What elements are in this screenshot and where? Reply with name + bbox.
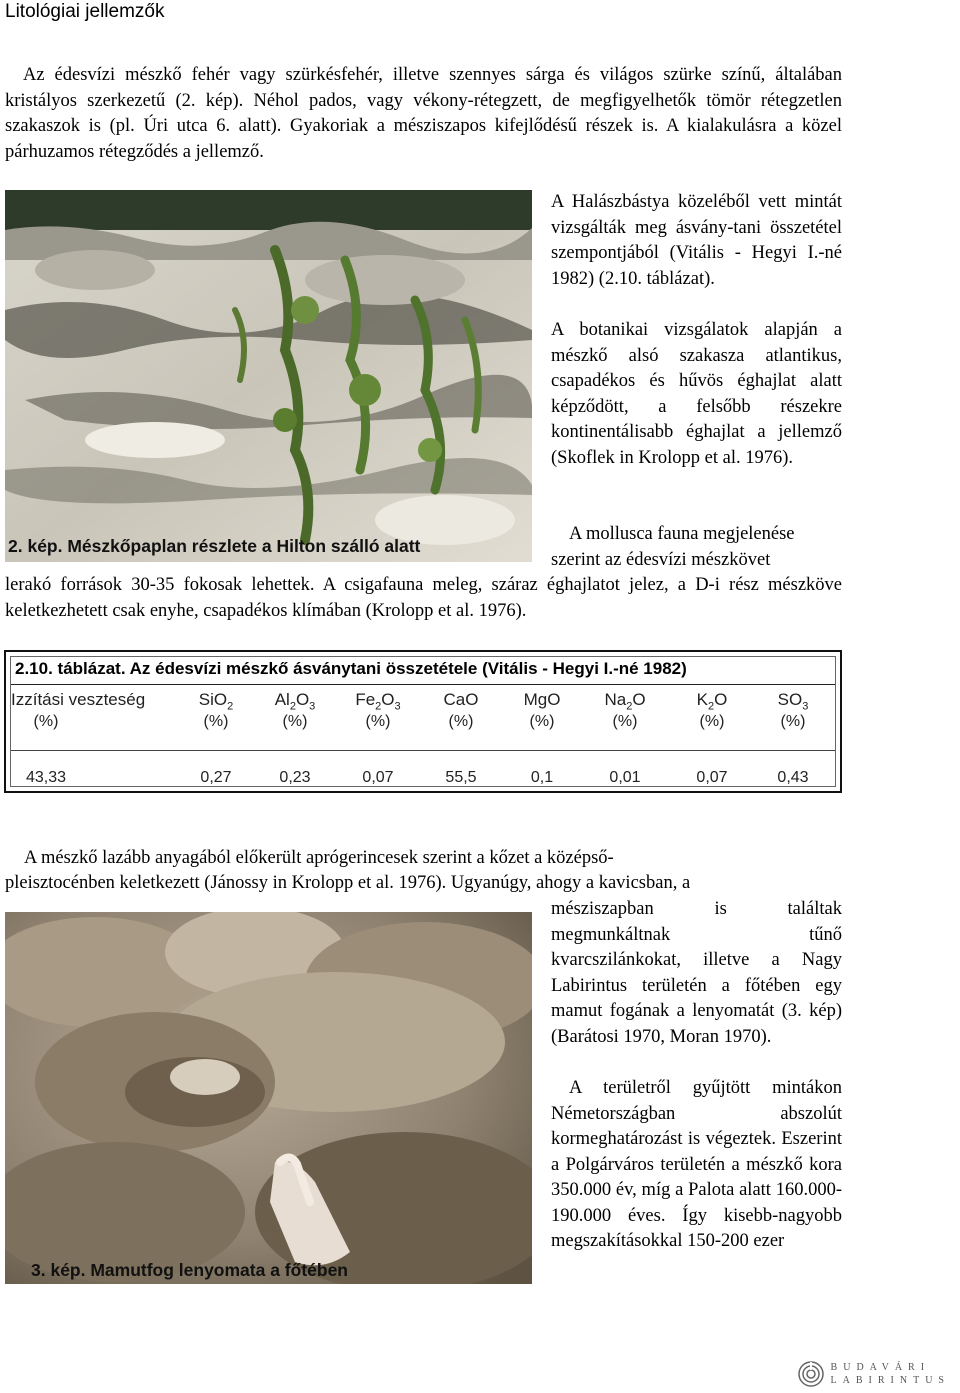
- photo2-caption: 3. kép. Mamutfog lenyomata a főtében: [31, 1260, 348, 1280]
- table-value-cell: 43,33: [25, 769, 67, 786]
- table-header-cell: Izzítási veszteség: [11, 690, 146, 709]
- composition-table: [4, 650, 842, 793]
- table-column: [757, 689, 829, 789]
- table-header-cell: MgO: [523, 690, 561, 709]
- table-column: [585, 689, 665, 789]
- microfauna-line-1: A mészkő lazább anyagából előkerült aprógerincesek szerint a kőzet a középső-: [24, 848, 614, 868]
- limestone-wall-image: [5, 190, 532, 562]
- table-value-cell: 0,1: [530, 769, 554, 786]
- table-column: [505, 689, 579, 789]
- table-value-cell: 0,01: [609, 769, 641, 786]
- table-value-cell: 0,43: [777, 769, 809, 786]
- logo-line-1: BUDAVÁRI: [830, 1362, 931, 1373]
- mollusca-paragraph: lerakó források 30-35 fokosak lehettek. A csigafauna meleg, száraz éghajlatot jelez, a D-i rész mészköve keletkezhetett csak enyhe, csapadékos klímában (Krolopp et al. 1976).: [5, 575, 842, 621]
- labyrinth-icon: [797, 1360, 825, 1388]
- table-header-cell: $K_2O$: [696, 690, 728, 713]
- mollusca-line-1: A mollusca fauna megjelenése: [569, 524, 795, 544]
- microfauna-line-2: pleisztocénben keletkezett (Jánossy in Krolopp et al. 1976). Ugyanúgy, ahogy a kavicsban, a: [5, 873, 691, 893]
- table-unit-cell: (%): [282, 713, 308, 730]
- photo-mammoth-tooth: [5, 912, 532, 1284]
- table-unit-cell: (%): [203, 713, 229, 730]
- photo-limestone-wall: [5, 190, 532, 562]
- page-title: Litológiai jellemzők: [5, 1, 165, 22]
- table-value-cell: 55,5: [445, 769, 477, 786]
- table-header-cell: CaO: [443, 690, 479, 709]
- table-unit-cell: (%): [699, 713, 725, 730]
- microfauna-paragraph: mésziszapban is találtak megmunkáltnak tűnő kvarcszilánkokat, illetve a Nagy Labirintus területén a főtében egy mamut fogának a lenyomatát (3. kép) (Barátosi 1970, Moran 1970).: [551, 899, 842, 1047]
- table-column: [257, 689, 333, 789]
- budavari-labirintus-logo: [797, 1360, 950, 1388]
- table-value-cell: 0,07: [362, 769, 394, 786]
- dating-paragraph: A területről gyűjtött mintákon Németországban abszolút kormeghatározást is végeztek. Eszerint a Polgárváros területén a mészkő kora 350.000 év, míg a Palota alatt 160.000-190.000 éves. Így kisebb-nagyobb megszakításokkal 150-200 ezer: [551, 1078, 842, 1251]
- mammoth-tooth-image: [5, 912, 532, 1284]
- table-value-cell: 0,27: [200, 769, 232, 786]
- logo-line-2: LABIRINTUS: [830, 1375, 950, 1386]
- table-header-cell: $Na_2O$: [604, 690, 646, 713]
- table-unit-cell: (%): [612, 713, 638, 730]
- table-unit-cell: (%): [529, 713, 555, 730]
- table-header-cell: $SO_3$: [777, 690, 809, 713]
- table-unit-cell: (%): [33, 713, 59, 730]
- photo1-caption: 2. kép. Mészkőpaplan részlete a Hilton szálló alatt: [8, 536, 421, 556]
- table-value-cell: 0,07: [696, 769, 728, 786]
- sample-paragraph: A Halászbástya közeléből vett mintát vizsgálták meg ásvány-tani összetétel szempontjából (Vitális - Hegyi I.-né 1982) (2.10. táblázat).: [551, 192, 842, 289]
- table-unit-cell: (%): [365, 713, 391, 730]
- mollusca-line-2: szerint az édesvízi mészkövet: [551, 550, 771, 570]
- table-header-cell: $Fe_2O_3$: [355, 690, 401, 713]
- table-value-cell: 0,23: [279, 769, 311, 786]
- botanical-paragraph: A botanikai vizsgálatok alapján a mészkő alsó szakasza atlantikus, csapadékos és hűvös éghajlat alatt képződött, a felsőbb részekre kontinentálisabb éghajlat a jellemző (Skoflek in Krolopp et al. 1976).: [551, 320, 842, 468]
- intro-paragraph: Az édesvízi mészkő fehér vagy szürkésfehér, illetve szennyes sárga és világos szürke színű, általában kristályos szerkezetű (2. kép). Néhol pados, vagy vékony-rétegzett, de megfigyelhetők tömör rétegzetlen szakaszok is (pl. Úri utca 6. alatt). Gyakoriak a mésziszapos kifejlődésű részek is. A kialakulásra a közel párhuzamos rétegződés a jellemző.: [5, 65, 842, 162]
- table-header-cell: $Al_2O_3$: [274, 690, 316, 713]
- table-column: [339, 689, 417, 789]
- table-column: [673, 689, 751, 789]
- table-unit-cell: (%): [780, 713, 806, 730]
- table-unit-cell: (%): [448, 713, 474, 730]
- table-column: [181, 689, 251, 789]
- table-header-cell: SiO$_2$: [198, 690, 234, 713]
- table-column: [423, 689, 499, 789]
- table-column: [11, 689, 171, 789]
- table-title: 2.10. táblázat. Az édesvízi mészkő ásványtani összetétele (Vitális - Hegyi I.-né 1982): [15, 659, 687, 678]
